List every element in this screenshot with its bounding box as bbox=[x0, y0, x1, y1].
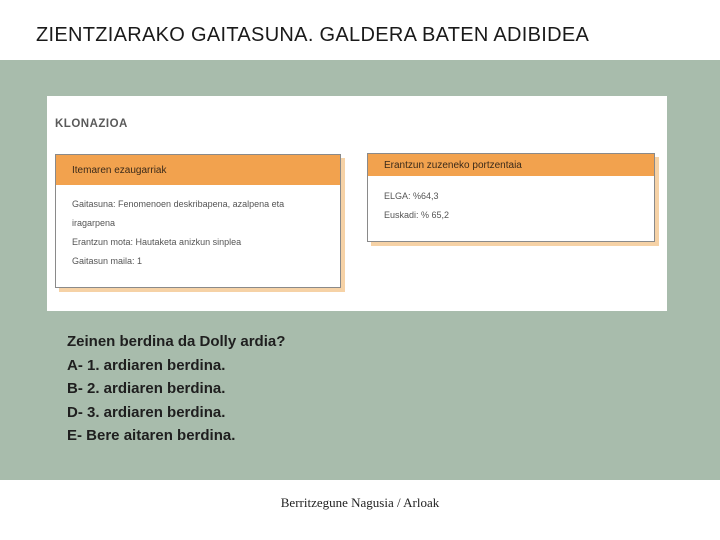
question-block bbox=[67, 330, 285, 448]
percent-box-header: Erantzun zuzeneko portzentaia bbox=[368, 154, 654, 176]
item-line-answer-type: Erantzun mota: Hautaketa anizkun sinplea bbox=[72, 237, 242, 247]
footer bbox=[0, 495, 720, 511]
item-box-header: Itemaren ezaugarriak bbox=[56, 155, 340, 185]
item-box-body bbox=[56, 185, 340, 271]
item-line-competence-cont: iragarpena bbox=[72, 218, 116, 228]
option-e: E- Bere aitaren berdina. bbox=[67, 427, 236, 444]
item-card bbox=[47, 96, 667, 311]
question-prompt: Zeinen berdina da Dolly ardia? bbox=[67, 333, 286, 350]
item-line-level: Gaitasun maila: 1 bbox=[72, 256, 143, 266]
option-a: A- 1. ardiaren berdina. bbox=[67, 356, 226, 374]
footer-text: Berritzegune Nagusia / Arloak bbox=[280, 495, 440, 510]
slide-title: ZIENTZIARAKO GAITASUNA. GALDERA BATEN ADIBIDEA bbox=[36, 24, 590, 46]
option-b: B- 2. ardiaren berdina. bbox=[67, 380, 226, 397]
percent-box bbox=[367, 153, 655, 242]
percent-line-euskadi: Euskadi: % 65,2 bbox=[384, 210, 450, 220]
percent-line-elga: ELGA: %64,3 bbox=[384, 191, 439, 201]
item-characteristics-box bbox=[55, 154, 341, 288]
item-line-competence: Gaitasuna: Fenomenoen deskribapena, azalpena eta bbox=[72, 199, 285, 209]
card-heading: KLONAZIOA bbox=[55, 118, 128, 130]
option-d: D- 3. ardiaren berdina. bbox=[67, 403, 226, 421]
percent-box-body bbox=[368, 176, 654, 225]
